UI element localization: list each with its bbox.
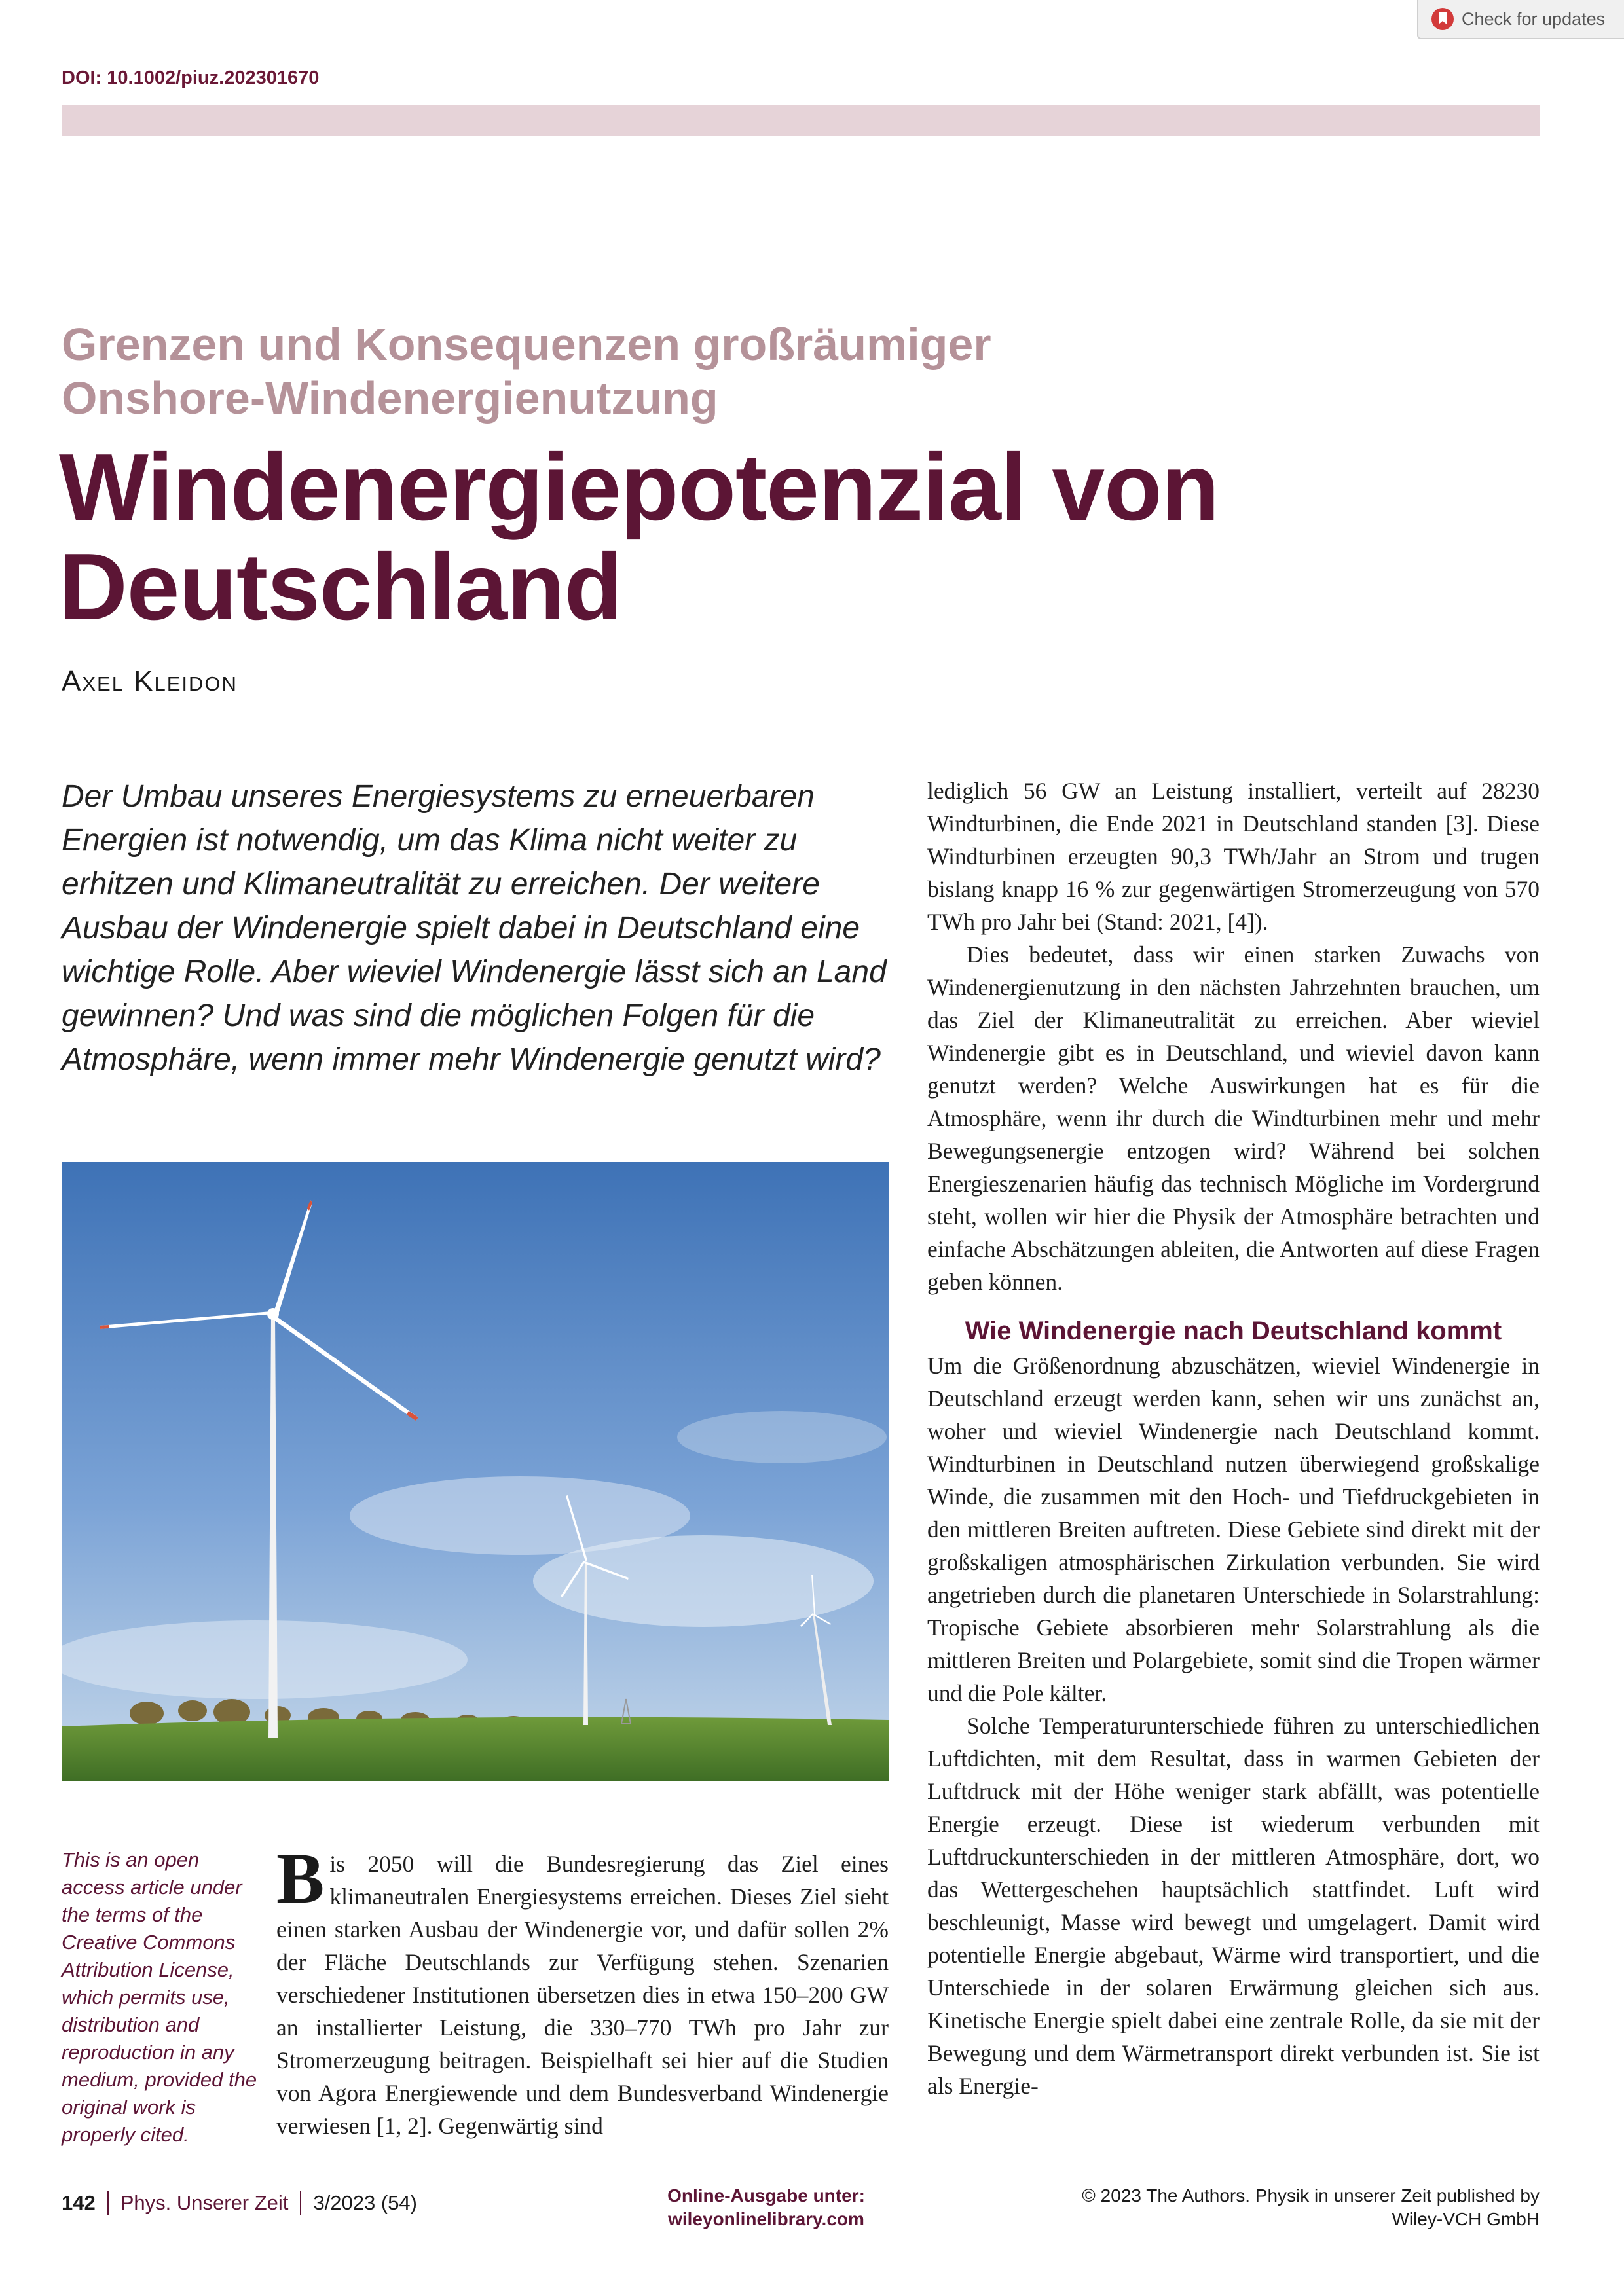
- copyright-line: Wiley-VCH GmbH: [1392, 2209, 1540, 2229]
- wind-turbine-illustration: [62, 1162, 889, 1781]
- online-edition-url[interactable]: wileyonlinelibrary.com: [668, 2209, 864, 2229]
- article-title: [59, 434, 1369, 640]
- body-paragraph: lediglich 56 GW an Leistung installiert, verteilt auf 28230 Windturbinen, die Ende 2021 in Deutschland standen [3]. Diese Windturbinen erzeugten 90,3 TWh/Jahr an Strom und trugen bislang knapp 16 % zur gegenwärtigen Stromerzeugung von 570 TWh pro Jahr bei (Stand: 2021, [4]).: [927, 778, 1540, 935]
- section-heading: Wie Windenergie nach Deutschland kommt: [965, 1317, 1502, 1345]
- check-for-updates-button[interactable]: [1417, 0, 1624, 39]
- header-band: [62, 105, 1540, 136]
- body-paragraph: [276, 1838, 889, 2142]
- wind-turbine-photo: [62, 1162, 889, 1781]
- title-line: Windenergiepotenzial von: [59, 434, 1219, 540]
- bookmark-icon: [1431, 8, 1454, 30]
- article-supertitle: [62, 318, 1175, 425]
- body-column-left: [276, 1838, 889, 2142]
- body-column-right: [927, 774, 1540, 2102]
- body-paragraph: Solche Temperaturunterschiede führen zu unterschiedlichen Luftdichten, mit dem Resultat, dass in warmen Gebieten der Luftdruck mit der Höhe weniger stark abfällt, was potentielle Energie erzeugt. Diese ist wiederum verbunden mit Luftdruckunterschieden in der mittleren Atmosphäre, dort, wo das Wettergeschehen hauptsächlich stattfindet. Luft wird beschleunigt, Masse wird bewegt und umgelagert. Damit wird potentielle Energie abgebaut, Wärme wird transportiert, und die Unterschiede in der solaren Erwärmung gleichen sich aus. Kinetische Energie spielt dabei eine zentrale Rolle, da sie mit der Bewegung und dem Wärmetransport direkt verbunden ist. Sie ist als Energie-: [927, 1713, 1540, 2099]
- check-for-updates-label: Check for updates: [1462, 9, 1606, 29]
- drop-cap: B: [276, 1838, 325, 1918]
- online-edition-label: Online-Ausgabe unter:: [667, 2185, 865, 2206]
- supertitle-line: Grenzen und Konsequenzen großräumiger: [62, 319, 991, 370]
- supertitle-line: Onshore-Windenergienutzung: [62, 373, 718, 424]
- open-access-note: This is an open access article under the terms of the Creative Commons Attribution License, which permits use, distribution and reproduction in any medium, provided the original work is properly cited.: [62, 1848, 257, 2146]
- online-edition-link[interactable]: [655, 2184, 877, 2231]
- title-line: Deutschland: [59, 534, 622, 640]
- lead-paragraph: Der Umbau unseres Energiesystems zu erneuerbaren Energien ist notwendig, um das Klima nicht weiter zu erhitzen und Klimaneutralität zu erreichen. Der weitere Ausbau der Windenergie spielt dabei in Deutschland eine wichtige Rolle. Aber wieviel Windenergie lässt sich an Land gewinnen? Und was sind die möglichen Folgen für die Atmosphäre, wenn immer mehr Windenergie genutzt wird?: [62, 779, 887, 1077]
- page-number: 142: [62, 2191, 96, 2214]
- issue-label: 3/2023 (54): [300, 2191, 417, 2215]
- body-paragraph: Dies bedeutet, dass wir einen starken Zuwachs von Windenergienutzung in den nächsten Jahrzehnten brauchen, um das Ziel der Klimaneutralität zu erreichen. Aber wieviel Windenergie gibt es in Deutschland, und wieviel davon kann genutzt werden? Welche Auswirkungen hat es für die Atmosphäre, wenn ihr durch die Windturbinen mehr und mehr Bewegungsenergie entzogen wird? Während bei solchen Energieszenarien häufig das technisch Mögliche im Vordergrund steht, wollen wir hier die Physik der Atmosphäre betrachten und einfache Abschätzungen ableiten, die Antworten auf diese Fragen geben können.: [927, 941, 1540, 1295]
- doi-label: DOI: 10.1002/piuz.202301670: [62, 67, 320, 88]
- journal-name: Phys. Unserer Zeit: [107, 2191, 301, 2215]
- copyright-line: © 2023 The Authors. Physik in unserer Zeit published by: [1082, 2185, 1540, 2206]
- paragraph-text: is 2050 will die Bundesregierung das Ziel eines klimaneutralen Energiesystems erreichen. Dieses Ziel sieht einen starken Ausbau der Windenergie vor, und dafür sollen 2% der Fläche Deutschlands zur Verfügung stehen. Szenarien verschiedener Institutionen übersetzen dies in etwa 150–200 GW an installierter Leistung, die 330–770 TWh pro Jahr zur Stromerzeugung beitragen. Beispielhaft sei hier auf die Studien von Agora Energiewende und dem Bundesverband Windenergie verwiesen [1, 2]. Gegenwärtig sind: [276, 1851, 889, 2139]
- author-name: Axel Kleidon: [62, 665, 238, 697]
- footer-citation: [62, 2191, 417, 2215]
- copyright-notice: [1016, 2184, 1540, 2231]
- body-paragraph: Um die Größenordnung abzuschätzen, wieviel Windenergie in Deutschland erzeugt werden kann, sehen wir uns zunächst an, woher und wieviel Windenergie nach Deutschland kommt. Windturbinen in Deutschland nutzen überwiegend großskalige Winde, die zusammen mit den Hoch- und Tiefdruckgebieten in den mittleren Breiten auftreten. Diese Gebiete sind direkt mit der großskaligen atmosphärischen Zirkulation verbunden. Sie wird angetrieben durch die planetaren Unterschiede in Solarstrahlung: Tropische Gebiete absorbieren mehr Solarstrahlung als die mittleren Breiten und Polargebiete, somit sind die Tropen wärmer und die Pole kälter.: [927, 1353, 1540, 1706]
